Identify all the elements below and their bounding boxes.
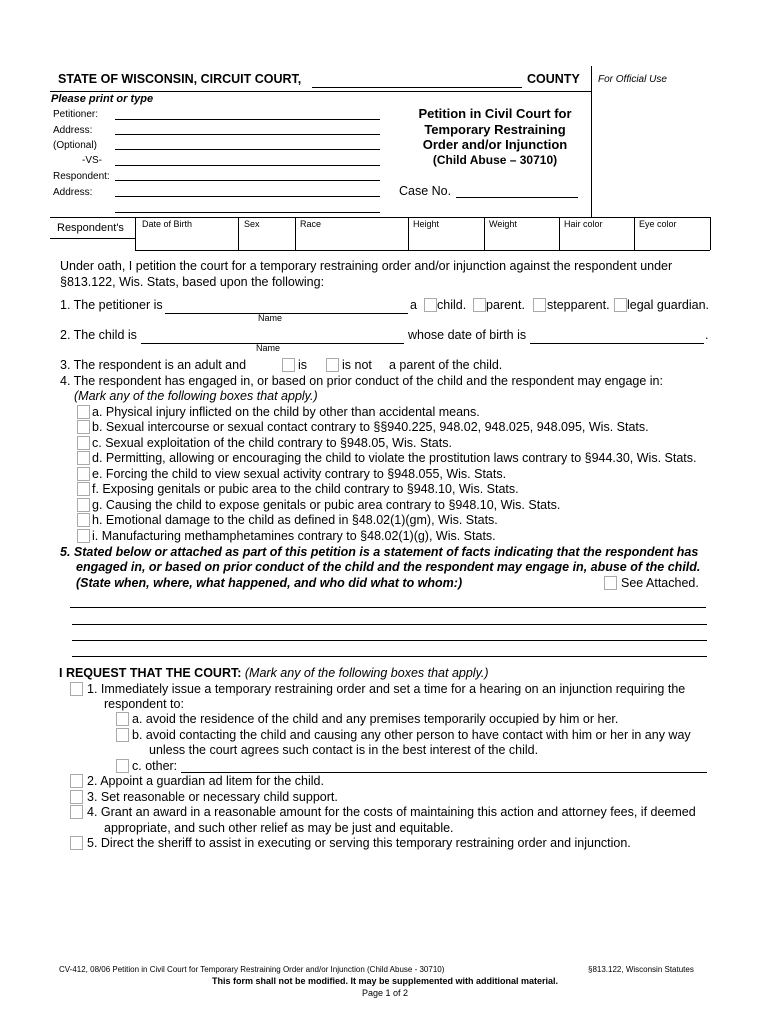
item4i-checkbox[interactable] (77, 529, 90, 543)
item4f-text: f. Exposing genitals or pubic area to the child contrary to §948.10, Wis. Stats. (92, 482, 519, 496)
header-divider (50, 91, 591, 92)
petitioner-label: Petitioner: (53, 109, 99, 120)
respondent-row-label: Respondent's (57, 222, 124, 234)
item4g-text: g. Causing the child to expose genitals or pubic area contrary to §948.10, Wis. Stats. (92, 498, 561, 512)
item4h-checkbox[interactable] (77, 513, 90, 527)
item2-end: . (705, 328, 709, 342)
request1-checkbox[interactable] (70, 682, 83, 696)
request1c-checkbox[interactable] (116, 759, 129, 773)
request1a-checkbox[interactable] (116, 712, 129, 726)
item4-text: 4. The respondent has engaged in, or based on prior conduct of the child and the respondent may engage in: (60, 374, 663, 388)
item2-middle: whose date of birth is (408, 328, 527, 342)
col-sex: Sex (244, 219, 260, 229)
request4-line2: appropriate, and such other relief as may be just and equitable. (104, 821, 454, 835)
table-col-divider (484, 217, 485, 250)
parent-option: parent. (486, 298, 525, 312)
table-col-divider (135, 217, 136, 250)
facts-line-1[interactable] (70, 607, 706, 608)
stepparent-checkbox[interactable] (533, 298, 546, 312)
is-option: is (298, 358, 308, 372)
item5-line3: (State when, where, what happened, and who did what to whom:) (76, 576, 463, 590)
petitioner-name-field[interactable] (165, 313, 408, 314)
facts-line-3[interactable] (72, 640, 707, 641)
table-col-divider (238, 217, 239, 250)
respondent-address-label: Address: (53, 187, 93, 198)
col-weight: Weight (489, 219, 517, 229)
request2-checkbox[interactable] (70, 774, 83, 788)
parent-checkbox[interactable] (473, 298, 486, 312)
legal-guardian-checkbox[interactable] (614, 298, 627, 312)
page-number: Page 1 of 2 (361, 988, 409, 998)
stepparent-option: stepparent. (547, 298, 610, 312)
optional-label: (Optional) (53, 140, 97, 151)
is-not-parent-checkbox[interactable] (326, 358, 339, 372)
table-top-border (50, 217, 710, 218)
col-height: Height (413, 219, 440, 229)
petitioner-field[interactable] (115, 119, 380, 120)
table-col-divider (559, 217, 560, 250)
modification-notice: This form shall not be modified. It may be supplemented with additional material. (211, 976, 559, 986)
item3-end: a parent of the child. (389, 358, 503, 372)
item5-line2: engaged in, or based on prior conduct of the child and the respondent may engage in, abuse of the child. (76, 560, 701, 574)
col-eye-color: Eye color (639, 219, 677, 229)
court-prefix: STATE OF WISCONSIN, CIRCUIT COURT, (58, 72, 302, 86)
county-field[interactable] (312, 87, 522, 88)
form-title-line2: Temporary Restraining (424, 122, 566, 137)
table-label-underline (50, 238, 135, 239)
request1a-text: a. avoid the residence of the child and any premises temporarily occupied by him or her. (132, 712, 619, 726)
see-attached-checkbox[interactable] (604, 576, 617, 590)
is-not-option: is not (342, 358, 372, 372)
item4-instruction: (Mark any of the following boxes that apply.) (74, 389, 318, 403)
request3-text: 3. Set reasonable or necessary child support. (87, 790, 338, 804)
item4c-text: c. Sexual exploitation of the child contrary to §948.05, Wis. Stats. (92, 436, 452, 450)
form-title-line1: Petition in Civil Court for (418, 106, 572, 121)
request3-checkbox[interactable] (70, 790, 83, 804)
table-col-divider (710, 217, 711, 250)
item4f-checkbox[interactable] (77, 482, 90, 496)
item4g-checkbox[interactable] (77, 498, 90, 512)
request5-checkbox[interactable] (70, 836, 83, 850)
item4h-text: h. Emotional damage to the child as defined in §48.02(1)(gm), Wis. Stats. (92, 513, 498, 527)
vs-label: -VS- (82, 155, 102, 166)
table-col-divider (295, 217, 296, 250)
form-title-line3: Order and/or Injunction (422, 137, 568, 152)
item4c-checkbox[interactable] (77, 436, 90, 450)
item4i-text: i. Manufacturing methamphetamines contrary to §48.02(1)(g), Wis. Stats. (92, 529, 496, 543)
child-option: child. (437, 298, 467, 312)
intro-line1: Under oath, I petition the court for a temporary restraining order and/or injunction against the respondent under (60, 259, 673, 273)
form-title-line4: (Child Abuse – 30710) (432, 153, 558, 167)
case-no-field[interactable] (456, 197, 578, 198)
request1-line1: 1. Immediately issue a temporary restraining order and set a time for a hearing on an injunction requiring the (87, 682, 686, 696)
item4d-checkbox[interactable] (77, 451, 90, 465)
case-no-label: Case No. (399, 184, 452, 198)
child-name-caption: Name (256, 343, 281, 353)
form-id: CV-412, 08/06 Petition in Civil Court for Temporary Restraining Order and/or Injunction (Child Abuse - 30710) (59, 965, 445, 974)
petitioner-address-field[interactable] (115, 134, 380, 135)
child-checkbox[interactable] (424, 298, 437, 312)
see-attached-label: See Attached. (621, 576, 699, 590)
item5-line1: 5. Stated below or attached as part of this petition is a statement of facts indicating that the respondent has (60, 545, 699, 559)
request1b-line2: unless the court agrees such contact is in the best interest of the child. (149, 743, 539, 757)
request1b-checkbox[interactable] (116, 728, 129, 742)
item4a-checkbox[interactable] (77, 405, 90, 419)
request5-text: 5. Direct the sheriff to assist in executing or serving this temporary restraining order and injunction. (87, 836, 631, 850)
request1-line2: respondent to: (104, 697, 184, 711)
request-heading-row (59, 666, 489, 680)
print-instruction: Please print or type (51, 93, 154, 105)
intro-line2: §813.122, Wis. Stats, based upon the following: (60, 275, 325, 289)
item4a-text: a. Physical injury inflicted on the child by other than accidental means. (92, 405, 480, 419)
statute-reference: §813.122, Wisconsin Statutes (588, 965, 694, 974)
is-parent-checkbox[interactable] (282, 358, 295, 372)
item1-prefix: 1. The petitioner is (60, 298, 163, 312)
official-use-label: For Official Use (598, 74, 667, 85)
request4-line1: 4. Grant an award in a reasonable amount for the costs of maintaining this action and attorney fees, if deemed (87, 805, 696, 819)
county-label: COUNTY (527, 72, 580, 86)
request1b-line1: b. avoid contacting the child and causing any other person to have contact with him or her in any way (132, 728, 691, 742)
item4d-text: d. Permitting, allowing or encouraging the child to violate the prostitution laws contrary to §944.30, Wis. Stats. (92, 451, 697, 465)
request2-text: 2. Appoint a guardian ad litem for the child. (87, 774, 324, 788)
request-instruction: (Mark any of the following boxes that apply.) (244, 666, 489, 680)
item2-prefix: 2. The child is (60, 328, 137, 342)
child-dob-field[interactable] (530, 343, 704, 344)
item4b-text: b. Sexual intercourse or sexual contact contrary to §§940.225, 948.02, 948.025, 948.095, Wis. Stats. (92, 420, 649, 434)
petitioner-name-caption: Name (258, 313, 283, 323)
item4e-text: e. Forcing the child to view sexual activity contrary to §948.055, Wis. Stats. (92, 467, 507, 481)
col-hair-color: Hair color (564, 219, 603, 229)
request1c-text: c. other: (132, 759, 178, 773)
facts-line-4[interactable] (72, 656, 707, 657)
item3-prefix: 3. The respondent is an adult and (60, 358, 247, 372)
item4b-checkbox[interactable] (77, 420, 90, 434)
col-race: Race (300, 219, 322, 229)
request4-checkbox[interactable] (70, 805, 83, 819)
petitioner-address-label: Address: (53, 125, 93, 136)
request-heading: I REQUEST THAT THE COURT: (59, 666, 242, 680)
item1-a: a (410, 298, 417, 312)
respondent-label: Respondent: (53, 171, 110, 182)
item4e-checkbox[interactable] (77, 467, 90, 481)
facts-line-2[interactable] (72, 624, 707, 625)
respondent-address-field[interactable] (115, 196, 380, 197)
table-bottom-border (135, 250, 710, 251)
petitioner-address-field-2[interactable] (115, 149, 380, 150)
legal-guardian-option: legal guardian. (627, 298, 710, 312)
request1c-other-field[interactable] (181, 772, 707, 773)
respondent-address-field-2[interactable] (115, 212, 380, 213)
respondent-field[interactable] (115, 180, 380, 181)
table-col-divider (634, 217, 635, 250)
col-date-of-birth: Date of Birth (142, 219, 193, 229)
separator-field[interactable] (115, 165, 380, 166)
table-col-divider (408, 217, 409, 250)
